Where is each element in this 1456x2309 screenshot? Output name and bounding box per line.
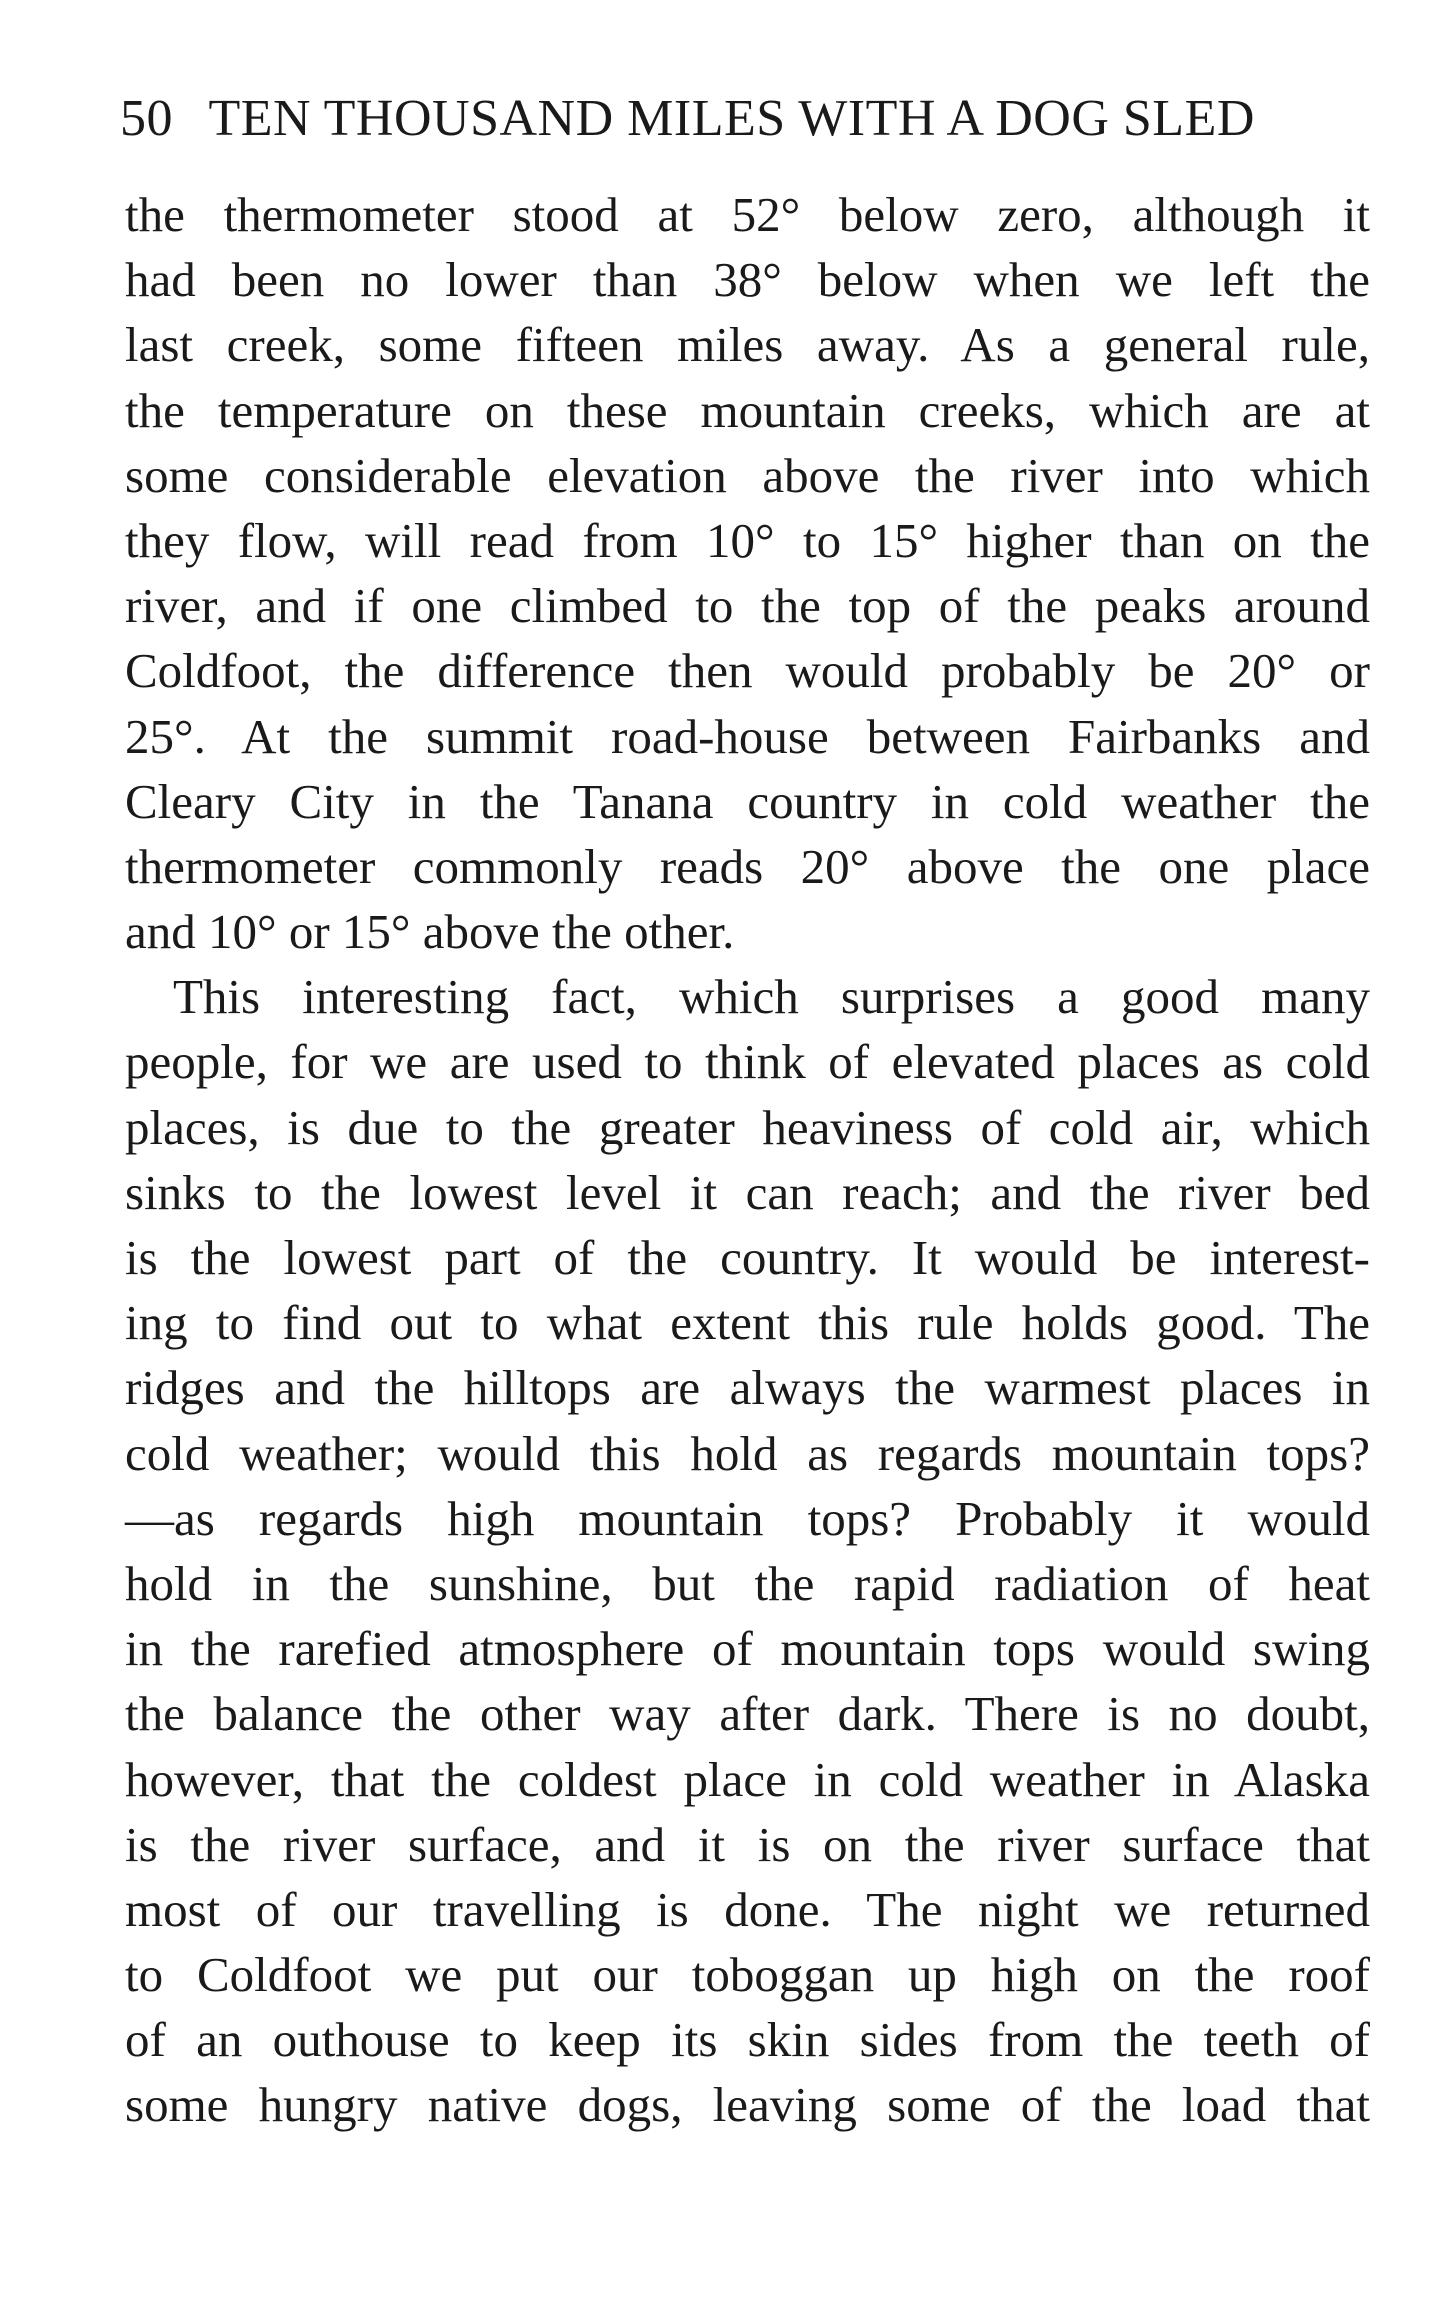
text-line: and 10° or 15° above the other.	[125, 904, 735, 960]
text-line: places, is due to the greater heaviness of cold air, which	[125, 1099, 1370, 1155]
text-line: 25°. At the summit road-house between Fairbanks and	[125, 708, 1370, 764]
text-line: is the lowest part of the country. It would be interest-	[125, 1230, 1370, 1285]
paragraph-1	[125, 182, 1370, 964]
text-line: Coldfoot, the difference then would probably be 20° or	[125, 643, 1370, 699]
text-line: the balance the other way after dark. There is no doubt,	[125, 1686, 1370, 1742]
text-line: in the rarefied atmosphere of mountain tops would swing	[125, 1621, 1370, 1677]
text-line: —as regards high mountain tops? Probably it would	[125, 1490, 1370, 1546]
text-line: some considerable elevation above the river into which	[125, 447, 1370, 503]
text-line: to Coldfoot we put our toboggan up high on the roof	[125, 1947, 1370, 2003]
text-line: ridges and the hilltops are always the warmest places in	[125, 1360, 1370, 1416]
text-line: cold weather; would this hold as regards mountain tops?	[125, 1425, 1370, 1481]
text-line: hold in the sunshine, but the rapid radiation of heat	[125, 1555, 1370, 1611]
text-line: This interesting fact, which surprises a good many	[173, 969, 1370, 1025]
text-line: river, and if one climbed to the top of the peaks around	[125, 578, 1370, 634]
page-number: 50	[120, 90, 173, 147]
text-line: some hungry native dogs, leaving some of the load that	[125, 2077, 1370, 2133]
text-line: of an outhouse to keep its skin sides from the teeth of	[125, 2012, 1370, 2068]
book-title: TEN THOUSAND MILES WITH A DOG SLED	[208, 90, 1255, 147]
text-line: the thermometer stood at 52° below zero, although it	[125, 187, 1370, 242]
text-line: ing to find out to what extent this rule holds good. The	[125, 1295, 1370, 1351]
running-head	[120, 84, 1380, 154]
text-line: thermometer commonly reads 20° above the one place	[125, 838, 1370, 894]
text-line: most of our travelling is done. The night we returned	[125, 1881, 1370, 1937]
text-line: Cleary City in the Tanana country in cold weather the	[125, 773, 1370, 829]
text-line: had been no lower than 38° below when we left the	[125, 252, 1370, 308]
text-line: sinks to the lowest level it can reach; and the river bed	[125, 1164, 1370, 1220]
text-line: the temperature on these mountain creeks, which are at	[125, 382, 1370, 438]
text-line: last creek, some fifteen miles away. As a general rule,	[125, 317, 1370, 373]
text-line: people, for we are used to think of elevated places as cold	[125, 1034, 1370, 1090]
paragraph-2	[125, 964, 1370, 2137]
body-text	[125, 182, 1370, 2138]
text-line: they flow, will read from 10° to 15° higher than on the	[125, 512, 1370, 568]
text-line: is the river surface, and it is on the river surface that	[125, 1816, 1370, 1872]
text-line: however, that the coldest place in cold weather in Alaska	[125, 1751, 1370, 1807]
